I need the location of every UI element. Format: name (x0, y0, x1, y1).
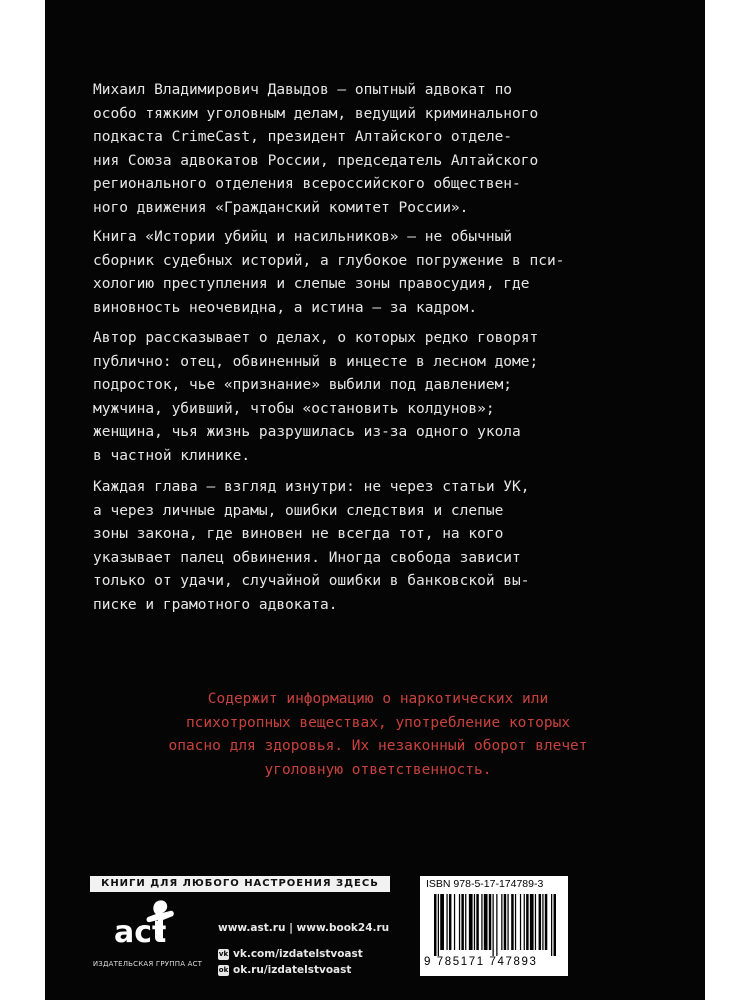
text-line: а через личные драмы, ошибки следствия и слепые (93, 502, 504, 519)
barcode-bar (474, 894, 475, 950)
drug-content-warning (93, 688, 663, 782)
text-line: зоны закона, где виновен не всегда тот, на кого (93, 526, 504, 542)
barcode-bar (454, 894, 455, 950)
website-links[interactable]: www.ast.ru | www.book24.ru (218, 922, 390, 934)
ok-link-text: ok.ru/izdatelstvoast (233, 964, 352, 976)
barcode-bar (449, 894, 451, 950)
barcode-bar (434, 894, 436, 956)
barcode-bar (530, 894, 534, 950)
barcode-bar (446, 894, 447, 950)
barcode-bar (542, 894, 543, 950)
vk-icon: vk (218, 949, 229, 958)
barcode-bar (524, 894, 525, 950)
text-line: особо тяжким уголовным делам, ведущий криминального (93, 105, 539, 122)
text-line: мужчина, убивший, чтобы «остановить колдунов»; (93, 400, 495, 417)
barcode-bar (476, 894, 478, 950)
isbn-barcode-panel (420, 876, 568, 976)
text-line: писке и грамотного адвоката. (93, 596, 338, 613)
paragraph-author-bio (93, 79, 663, 220)
paragraph-book-summary (93, 226, 663, 320)
text-line: Михаил Владимирович Давыдов — опытный адвокат по (93, 82, 513, 98)
barcode-bar (554, 894, 556, 956)
barcode-bar (526, 894, 528, 950)
barcode-bar (520, 894, 521, 950)
barcode-bar (496, 894, 497, 956)
ok-link[interactable] (218, 962, 389, 978)
text-line: хологию преступления и слепые зоны правосудия, где (93, 276, 530, 292)
warning-line: Содержит информацию о наркотических или (207, 691, 549, 707)
logo-lettering: act (114, 915, 167, 950)
text-line: регионального отделения всероссийского обществен- (93, 176, 521, 192)
warning-line: уголовную ответственность. (264, 761, 492, 778)
publisher-name: ИЗДАТЕЛЬСКАЯ ГРУППА АСТ (92, 960, 203, 968)
paragraph-chapters (93, 476, 663, 617)
barcode-bar (551, 894, 552, 956)
text-line: подкаста CrimeCast, президент Алтайского отделе- (93, 129, 513, 145)
text-line: Книга «Истории убийц и насильников» — не обычный (93, 229, 513, 245)
text-line: Автор рассказывает о делах, о которых редко говорят (93, 330, 539, 346)
barcode-bar (501, 894, 502, 950)
ok-icon: ok (218, 965, 229, 974)
barcode-bar (504, 894, 506, 950)
isbn-number: ISBN 978-5-17-174789-3 (426, 878, 544, 890)
barcode-bar (438, 894, 439, 956)
text-line: сборник судебных историй, а глубокое погружение в пси- (93, 252, 565, 269)
barcode-bar (507, 894, 508, 950)
barcode-bar (465, 894, 466, 950)
barcode-bar (440, 894, 444, 950)
barcode-bar (484, 894, 488, 950)
barcode-bar (459, 894, 460, 950)
text-line: подросток, чье «признание» выбили под давлением; (93, 377, 513, 393)
barcode-bar (469, 894, 473, 950)
barcode-bar (539, 894, 541, 950)
warning-line: психотропных веществах, употребление которых (185, 714, 571, 731)
publisher-links (218, 920, 389, 978)
vk-link[interactable] (218, 946, 389, 962)
barcode-bar (481, 894, 482, 950)
vk-link-text: vk.com/izdatelstvoast (233, 948, 363, 960)
text-line: женщина, чья жизнь разрушилась из-за одного укола (93, 424, 521, 440)
text-line: Каждая глава — взгляд изнутри: не через статьи УК, (93, 479, 530, 495)
barcode-bar (511, 894, 513, 950)
text-line: ния Союза адвокатов России, председатель Алтайского (93, 152, 539, 169)
text-line: указывает палец обвинения. Иногда свобода зависит (93, 549, 521, 566)
barcode-bar (489, 894, 491, 950)
paragraph-cases (93, 327, 663, 468)
publisher-slogan: КНИГИ ДЛЯ ЛЮБОГО НАСТРОЕНИЯ ЗДЕСЬ (90, 876, 390, 892)
barcode-bar (545, 894, 547, 950)
barcode-bar (493, 894, 494, 956)
text-line: виновность неочевидна, а истина — за кадром. (93, 299, 478, 316)
barcode-bar (515, 894, 516, 950)
text-line: публично: отец, обвиненный в инцесте в лесном доме; (93, 353, 539, 370)
text-line: в частной клинике. (93, 447, 251, 464)
barcode-bar (535, 894, 536, 950)
barcode-bar (461, 894, 463, 950)
warning-line: опасно для здоровья. Их незаконный оборот влечет (168, 738, 588, 754)
ean-digits: 9 785171 747893 (424, 956, 538, 968)
text-line: ного движения «Гражданский комитет России». (93, 199, 469, 216)
ast-logo-icon (112, 898, 182, 953)
barcode-icon (434, 894, 556, 956)
text-line: только от удачи, случайной ошибки в банковской вы- (93, 573, 530, 589)
